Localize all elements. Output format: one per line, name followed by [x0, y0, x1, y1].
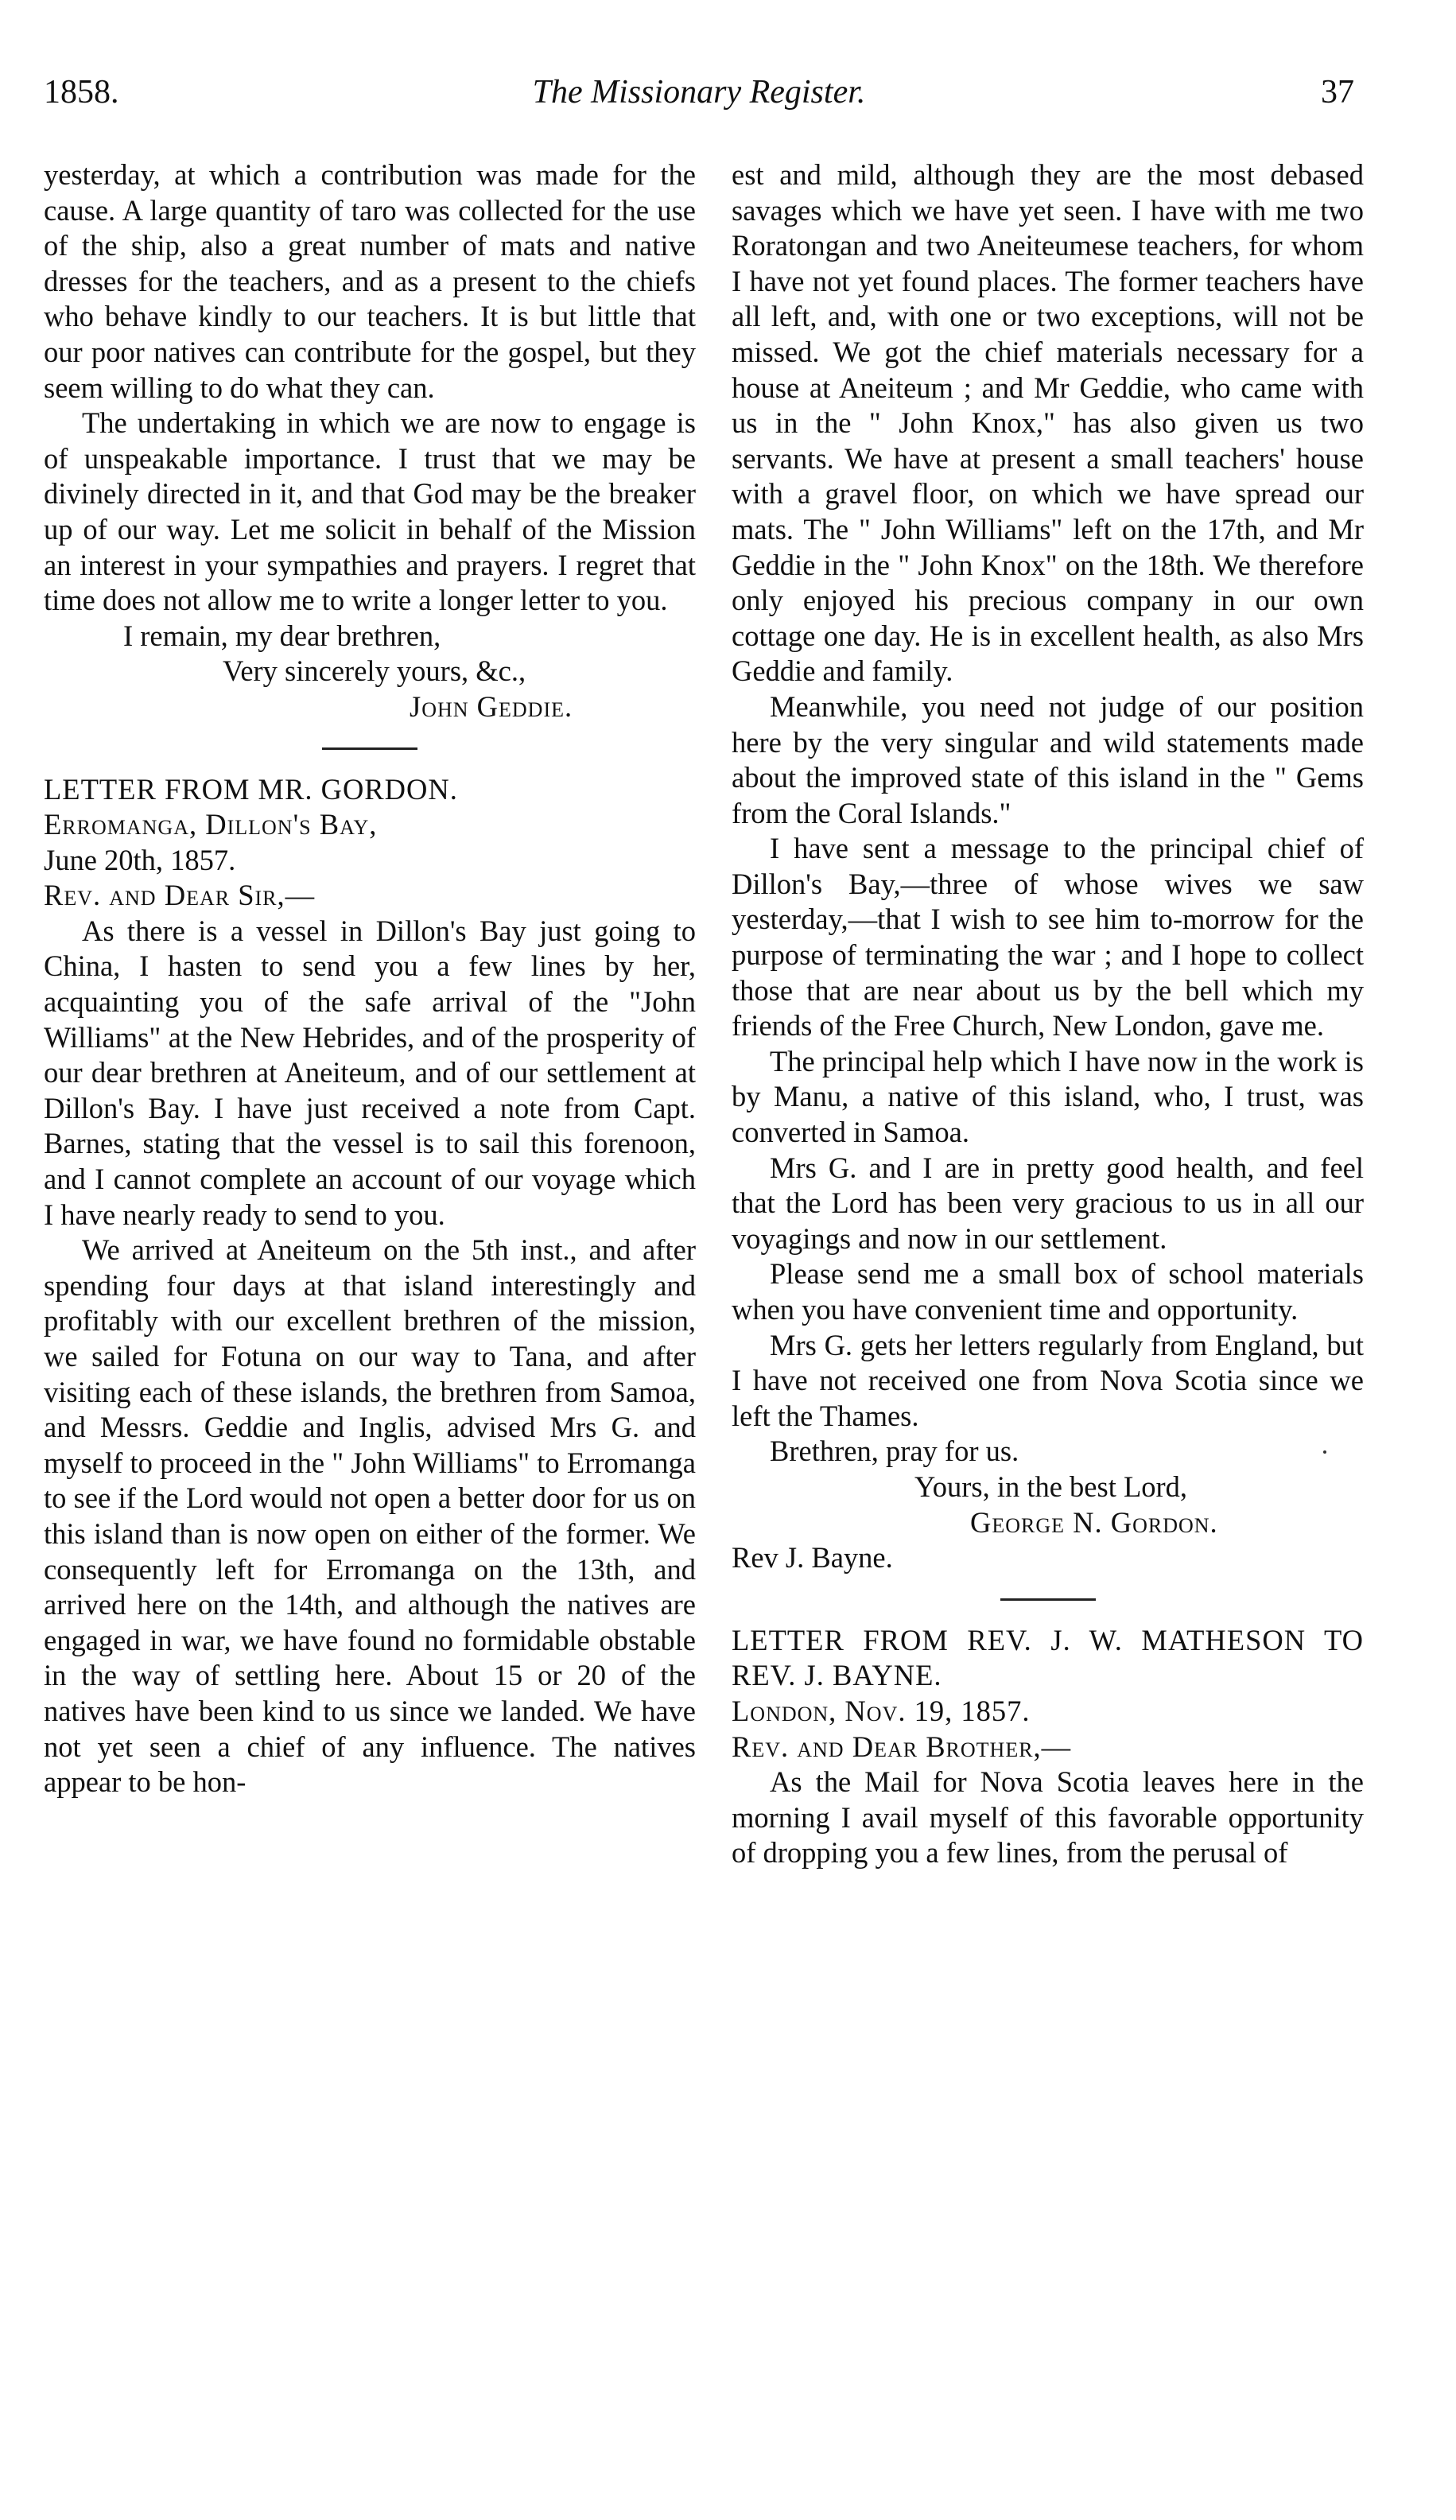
- header-year: 1858.: [44, 74, 119, 111]
- print-speck: [1323, 1450, 1326, 1454]
- paragraph: Mrs G. gets her letters regularly from England, but I have not received one from Nova Scotia since we left the Thames.: [732, 1328, 1364, 1432]
- paragraph: Mrs G. and I are in pretty good health, and feel that the Lord has been very gracious to us in all our voyagings and now in our settlement.: [732, 1151, 1364, 1255]
- left-column: [44, 157, 696, 1800]
- page-number: 37: [1321, 74, 1354, 111]
- section-divider: [1000, 1598, 1096, 1601]
- paragraph: est and mild, although they are the most debased savages which we have yet seen. I have with me two Roratongan and two Aneiteumese teachers, for whom I have not yet found places. The former teachers have all left, and, with one or two exceptions, will not be missed. We got the chief materials necessary for a house at Aneiteum ; and Mr Geddie, who came with us in the " John Knox," has also given us two servants. We have at present a small teachers' house with a gravel floor, on which we have spread our mats. The " John Williams" left on the 17th, and Mr Geddie in the " John Knox" on the 18th. We therefore only enjoyed his precious company in our own cottage one day. He is in excellent health, as also Mrs Geddie and family.: [732, 158, 1364, 688]
- paragraph: As there is a vessel in Dillon's Bay just going to China, I hasten to send you a few lines by her, acquainting you of the safe arrival of the "John Williams" at the New Hebrides, and of the prosperity of our dear brethren at Aneiteum, and of our settlement at Dillon's Bay. I have just received a note from Capt. Barnes, stating that the vessel is to sail this forenoon, and I cannot complete an account of our voyage which I have nearly ready to send to you.: [44, 914, 696, 1231]
- letter-dateline: London, Nov. 19, 1857.: [732, 1694, 1031, 1727]
- letter-heading: LETTER FROM REV. J. W. MATHESON TO REV. J. BAYNE.: [732, 1623, 1364, 1692]
- salutation: Rev. and Dear Brother,—: [732, 1730, 1072, 1763]
- salutation: Rev. and Dear Sir,—: [44, 879, 316, 912]
- journal-title: The Missionary Register.: [532, 74, 866, 111]
- closing-line: Yours, in the best Lord,: [914, 1470, 1188, 1503]
- paragraph: The undertaking in which we are now to engage is of unspeakable importance. I trust that we may be divinely directed in it, and that God may be the breaker up of our way. Let me solicit in behalf of the Mission an interest in your sympathies and prayers. I regret that time does not allow me to write a longer letter to you.: [44, 406, 696, 617]
- section-divider: [322, 747, 417, 750]
- signature: John Geddie.: [410, 689, 573, 723]
- closing-line: I remain, my dear brethren,: [123, 619, 441, 652]
- addressee: Rev J. Bayne.: [732, 1541, 893, 1575]
- right-column: [732, 157, 1364, 1871]
- paragraph: We arrived at Aneiteum on the 5th inst., and after spending four days at that island interestingly and profitably with our excellent brethren of the mission, we sailed for Fotuna on our way to Tana, and after visiting each of these islands, the brethren from Samoa, and Messrs. Geddie and Inglis, advised Mrs G. and myself to proceed in the " John Williams" to Erromanga to see if the Lord would not open a better door for us on this island than is now open on either of the former. We consequently left for Erromanga on the 13th, and arrived here on the 14th, and although the natives are engaged in war, we have found no formidable obstable in the way of settling here. About 15 or 20 of the natives have been kind to us since we landed. We have not yet seen a chief of any influence. The natives appear to be hon-: [44, 1233, 696, 1799]
- paragraph: The principal help which I have now in the work is by Manu, a native of this island, who, I trust, was converted in Samoa.: [732, 1044, 1364, 1149]
- paragraph: I have sent a message to the principal chief of Dillon's Bay,—three of whose wives we saw yesterday,—that I wish to see him to-morrow for the purpose of terminating the war ; and I hope to collect those that are near about us by the bell which my friends of the Free Church, New London, gave me.: [732, 832, 1364, 1043]
- paragraph: Meanwhile, you need not judge of our position here by the very singular and wild statements made about the improved state of this island in the " Gems from the Coral Islands.": [732, 689, 1364, 829]
- signature: George N. Gordon.: [970, 1505, 1218, 1539]
- letter-date: June 20th, 1857.: [44, 843, 236, 876]
- letter-place: Erromanga, Dillon's Bay,: [44, 808, 378, 841]
- paragraph: Brethren, pray for us.: [770, 1435, 1019, 1468]
- paragraph: Please send me a small box of school materials when you have convenient time and opportunity.: [732, 1257, 1364, 1326]
- closing-line: Very sincerely yours, &c.,: [223, 654, 526, 688]
- page-header: [44, 73, 1354, 129]
- paragraph: yesterday, at which a contribution was made for the cause. A large quantity of taro was collected for the use of the ship, also a great number of mats and native dresses for the teachers, and as a present to the chiefs who behave kindly to our teachers. It is but little that our poor natives can contribute for the gospel, but they seem willing to do what they can.: [44, 158, 696, 404]
- paragraph: As the Mail for Nova Scotia leaves here in the morning I avail myself of this favorable opportunity of dropping you a few lines, from the perusal of: [732, 1765, 1364, 1870]
- letter-heading: LETTER FROM MR. GORDON.: [44, 772, 458, 806]
